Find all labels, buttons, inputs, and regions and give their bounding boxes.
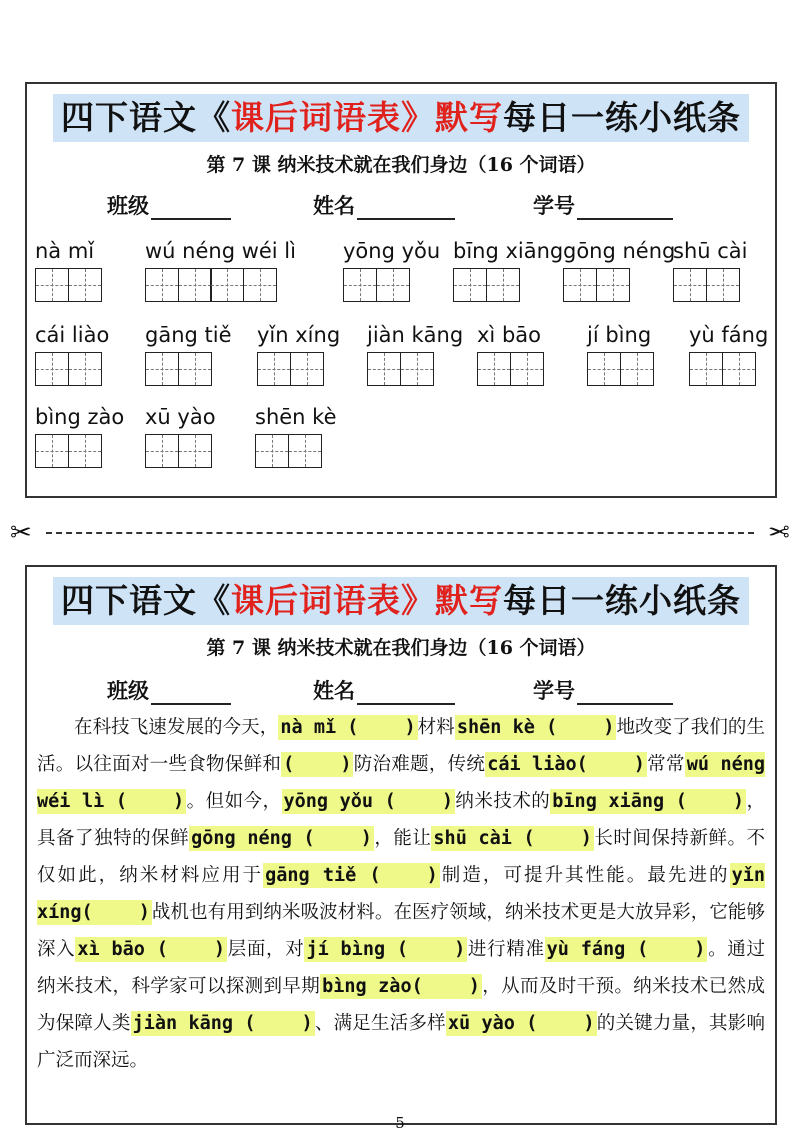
- title-part1: 四下语文《: [61, 581, 231, 620]
- tianzige-box[interactable]: [178, 352, 212, 386]
- blank-close: ): [173, 791, 185, 812]
- writing-boxes: [343, 268, 440, 302]
- passage-text: 。但如今，: [186, 791, 282, 812]
- writing-boxes: [453, 268, 563, 302]
- blank-close: ): [583, 1013, 595, 1034]
- tianzige-box[interactable]: [477, 352, 511, 386]
- blank-pinyin: yǐn xíng(: [37, 865, 765, 923]
- pinyin-blank[interactable]: [485, 752, 647, 777]
- writing-boxes: [689, 352, 768, 386]
- passage-text: 常常: [646, 754, 685, 775]
- blank-pinyin: gōng néng (: [191, 828, 315, 849]
- passage-text: 的关键力量，其影响广泛而深远。: [37, 1013, 765, 1071]
- tianzige-box[interactable]: [620, 352, 654, 386]
- worksheet-card-passage: [25, 565, 777, 1125]
- blank-close: ): [603, 717, 615, 738]
- tianzige-box[interactable]: [68, 434, 102, 468]
- tianzige-box[interactable]: [706, 268, 740, 302]
- tianzige-box[interactable]: [35, 434, 69, 468]
- passage-text: 在科技飞速发展的今天，: [74, 717, 279, 738]
- tianzige-box[interactable]: [68, 352, 102, 386]
- passage-text: ，具备了独特的保鲜: [37, 791, 765, 849]
- pinyin-blank[interactable]: [455, 715, 617, 740]
- vocab-word: [145, 402, 216, 468]
- number-field[interactable]: [533, 675, 673, 705]
- writing-boxes: [145, 352, 232, 386]
- name-label: 姓名: [313, 679, 355, 703]
- vocab-word: [477, 320, 542, 386]
- tianzige-box[interactable]: [376, 268, 410, 302]
- tianzige-box[interactable]: [722, 352, 756, 386]
- writing-boxes: [673, 268, 747, 302]
- title-highlight: [53, 577, 749, 625]
- pinyin-blank[interactable]: [320, 974, 482, 999]
- title-highlight: [53, 94, 749, 142]
- tianzige-box[interactable]: [35, 268, 69, 302]
- pinyin-blank[interactable]: [263, 863, 440, 888]
- word-pinyin: jiàn kāng: [367, 323, 464, 347]
- word-pinyin: yǐn xíng: [257, 323, 341, 347]
- passage-text: 地改变了我们的生活。以往面对一些食物保鲜和: [37, 717, 765, 775]
- word-pinyin: xì bāo: [477, 323, 541, 347]
- tianzige-box[interactable]: [367, 352, 401, 386]
- tianzige-box[interactable]: [587, 352, 621, 386]
- passage-text: 、满足生活多样: [314, 1013, 446, 1034]
- vocab-word: [35, 402, 124, 468]
- blank-pinyin: yù fáng (: [546, 939, 649, 960]
- word-pinyin: bīng xiāng: [453, 239, 564, 263]
- scissors-icon: ✂: [10, 518, 32, 548]
- blank-close: ): [340, 754, 352, 775]
- pinyin-blank[interactable]: [446, 1011, 597, 1036]
- number-field[interactable]: [533, 190, 673, 220]
- blank-close: ): [694, 939, 706, 960]
- tianzige-box[interactable]: [510, 352, 544, 386]
- tianzige-box[interactable]: [243, 268, 277, 302]
- vocab-word: [255, 402, 337, 468]
- blank-close: ): [468, 976, 480, 997]
- name-field[interactable]: [313, 190, 455, 220]
- title-part1: 四下语文《: [61, 98, 231, 137]
- writing-boxes: [563, 268, 675, 302]
- blank-pinyin: cái liào(: [487, 754, 588, 775]
- number-line[interactable]: [577, 196, 673, 220]
- name-label: 姓名: [313, 194, 355, 218]
- number-label: 学号: [533, 194, 575, 218]
- passage-text: 战机也有用到纳米吸波材料。在医疗领域，纳米技术更是大放异彩，它能够深入: [37, 902, 765, 960]
- tianzige-box[interactable]: [400, 352, 434, 386]
- word-pinyin: xū yào: [145, 405, 216, 429]
- lesson-subtitle: 第 7 课 纳米技术就在我们身边（16 个词语）: [206, 637, 596, 659]
- class-label: 班级: [107, 194, 149, 218]
- tianzige-box[interactable]: [453, 268, 487, 302]
- pinyin-blank[interactable]: [281, 752, 353, 777]
- class-label: 班级: [107, 679, 149, 703]
- writing-boxes: [255, 434, 337, 468]
- vocab-word: [367, 320, 463, 386]
- blank-pinyin: wú néng wéi lì (: [37, 754, 765, 812]
- tianzige-box[interactable]: [255, 434, 289, 468]
- blank-pinyin: shēn kè (: [456, 717, 558, 738]
- tianzige-box[interactable]: [145, 434, 179, 468]
- word-pinyin: nà mǐ: [35, 239, 95, 263]
- passage-text: 层面，对: [227, 939, 305, 960]
- name-field[interactable]: [313, 675, 455, 705]
- name-line[interactable]: [357, 196, 455, 220]
- tianzige-box[interactable]: [689, 352, 723, 386]
- vocab-word: [35, 320, 109, 386]
- page-number: 5: [395, 1114, 405, 1132]
- blank-close: ): [404, 717, 416, 738]
- blank-close: ): [213, 939, 225, 960]
- writing-boxes: [587, 352, 652, 386]
- writing-boxes: [35, 268, 100, 302]
- cut-line: [0, 519, 800, 547]
- blank-close: ): [441, 791, 453, 812]
- scissors-icon: ✂: [768, 518, 790, 548]
- pinyin-blank[interactable]: [75, 937, 227, 962]
- word-pinyin: gāng tiě: [145, 323, 232, 347]
- passage-text: 长时间保持新鲜。不仅如此，纳米材料应用于: [37, 828, 765, 886]
- dashed-divider: [46, 532, 754, 534]
- page-title: [27, 94, 775, 142]
- vocab-word: [257, 320, 340, 386]
- blank-close: ): [426, 865, 438, 886]
- name-line[interactable]: [357, 681, 455, 705]
- pinyin-blank[interactable]: [431, 826, 593, 851]
- pinyin-blank[interactable]: [304, 937, 467, 962]
- cloze-passage: [37, 709, 765, 1079]
- blank-close: ): [732, 791, 745, 812]
- worksheet-card-pinyin: [25, 82, 777, 498]
- writing-boxes: [35, 434, 124, 468]
- tianzige-box[interactable]: [288, 434, 322, 468]
- pinyin-blank[interactable]: [550, 789, 746, 814]
- title-part3: 每日一练小纸条: [503, 98, 741, 137]
- passage-text: 进行精准: [467, 939, 545, 960]
- tianzige-box[interactable]: [486, 268, 520, 302]
- writing-boxes: [477, 352, 542, 386]
- page-title: [27, 577, 775, 625]
- passage-text: ，能让: [373, 828, 432, 849]
- blank-pinyin: xì bāo (: [77, 939, 168, 960]
- blank-pinyin: bīng xiāng (: [552, 791, 687, 812]
- tianzige-box[interactable]: [290, 352, 324, 386]
- tianzige-box[interactable]: [178, 268, 212, 302]
- passage-text: ，从而及时干预。纳米技术已然成为保障人类: [37, 976, 765, 1034]
- word-pinyin: wú néng wéi lì: [145, 239, 296, 263]
- word-pinyin: yōng yǒu: [343, 239, 441, 263]
- tianzige-box[interactable]: [343, 268, 377, 302]
- tianzige-box[interactable]: [673, 268, 707, 302]
- pinyin-blank[interactable]: [189, 826, 374, 851]
- lesson-subtitle: 第 7 课 纳米技术就在我们身边（16 个词语）: [206, 154, 596, 176]
- vocab-word: [689, 320, 768, 386]
- word-pinyin: jí bìng: [587, 323, 652, 347]
- vocab-word: [563, 236, 675, 302]
- vocab-word: [587, 320, 652, 386]
- writing-boxes: [145, 268, 296, 302]
- class-line[interactable]: [151, 681, 231, 705]
- tianzige-box[interactable]: [145, 268, 179, 302]
- blank-close: ): [633, 754, 645, 775]
- vocab-word: [673, 236, 747, 302]
- word-pinyin: cái liào: [35, 323, 110, 347]
- tianzige-box[interactable]: [596, 268, 630, 302]
- title-part2: 课后词语表》默写: [231, 581, 503, 620]
- pinyin-blank[interactable]: [278, 715, 417, 740]
- pinyin-blank[interactable]: [545, 937, 708, 962]
- writing-boxes: [145, 434, 216, 468]
- blank-pinyin: shū cài (: [433, 828, 535, 849]
- tianzige-box[interactable]: [68, 268, 102, 302]
- blank-pinyin: gāng tiě (: [265, 865, 381, 886]
- vocab-word: [145, 320, 232, 386]
- vocab-word: [453, 236, 563, 302]
- blank-close: ): [138, 902, 150, 923]
- passage-text: 。通过纳米技术，科学家可以探测到早期: [37, 939, 765, 997]
- tianzige-box[interactable]: [257, 352, 291, 386]
- blank-close: ): [580, 828, 592, 849]
- word-pinyin: shū cài: [673, 239, 748, 263]
- pinyin-blank[interactable]: [131, 1011, 315, 1036]
- word-pinyin: bìng zào: [35, 405, 125, 429]
- vocab-word: [145, 236, 296, 302]
- number-line[interactable]: [577, 681, 673, 705]
- class-field[interactable]: [107, 675, 231, 705]
- tianzige-box[interactable]: [210, 268, 244, 302]
- writing-boxes: [257, 352, 340, 386]
- passage-text: 制造，可提升其性能。最先进的: [439, 865, 730, 886]
- tianzige-box[interactable]: [145, 352, 179, 386]
- writing-boxes: [367, 352, 463, 386]
- passage-text: 纳米技术的: [454, 791, 551, 812]
- blank-pinyin: xū yào (: [447, 1013, 538, 1034]
- blank-pinyin: (: [283, 754, 295, 775]
- blank-pinyin: nà mǐ (: [280, 717, 359, 738]
- passage-text: 防治难题，传统: [353, 754, 486, 775]
- blank-pinyin: bìng zào(: [322, 976, 423, 997]
- pinyin-blank[interactable]: [282, 789, 455, 814]
- word-pinyin: shēn kè: [255, 405, 337, 429]
- word-pinyin: gōng néng: [563, 239, 676, 263]
- tianzige-box[interactable]: [35, 352, 69, 386]
- word-pinyin: yù fáng: [689, 323, 769, 347]
- class-line[interactable]: [151, 196, 231, 220]
- tianzige-box[interactable]: [178, 434, 212, 468]
- title-part3: 每日一练小纸条: [503, 581, 741, 620]
- tianzige-box[interactable]: [563, 268, 597, 302]
- blank-close: ): [454, 939, 466, 960]
- blank-pinyin: jiàn kāng (: [132, 1013, 256, 1034]
- blank-close: ): [301, 1013, 313, 1034]
- blank-pinyin: jí bìng (: [306, 939, 409, 960]
- blank-close: ): [360, 828, 372, 849]
- blank-pinyin: yōng yǒu (: [283, 791, 396, 812]
- title-part2: 课后词语表》默写: [231, 98, 503, 137]
- passage-text: 材料: [417, 717, 455, 738]
- writing-boxes: [35, 352, 109, 386]
- class-field[interactable]: [107, 190, 231, 220]
- vocab-word: [35, 236, 100, 302]
- number-label: 学号: [533, 679, 575, 703]
- vocab-word: [343, 236, 440, 302]
